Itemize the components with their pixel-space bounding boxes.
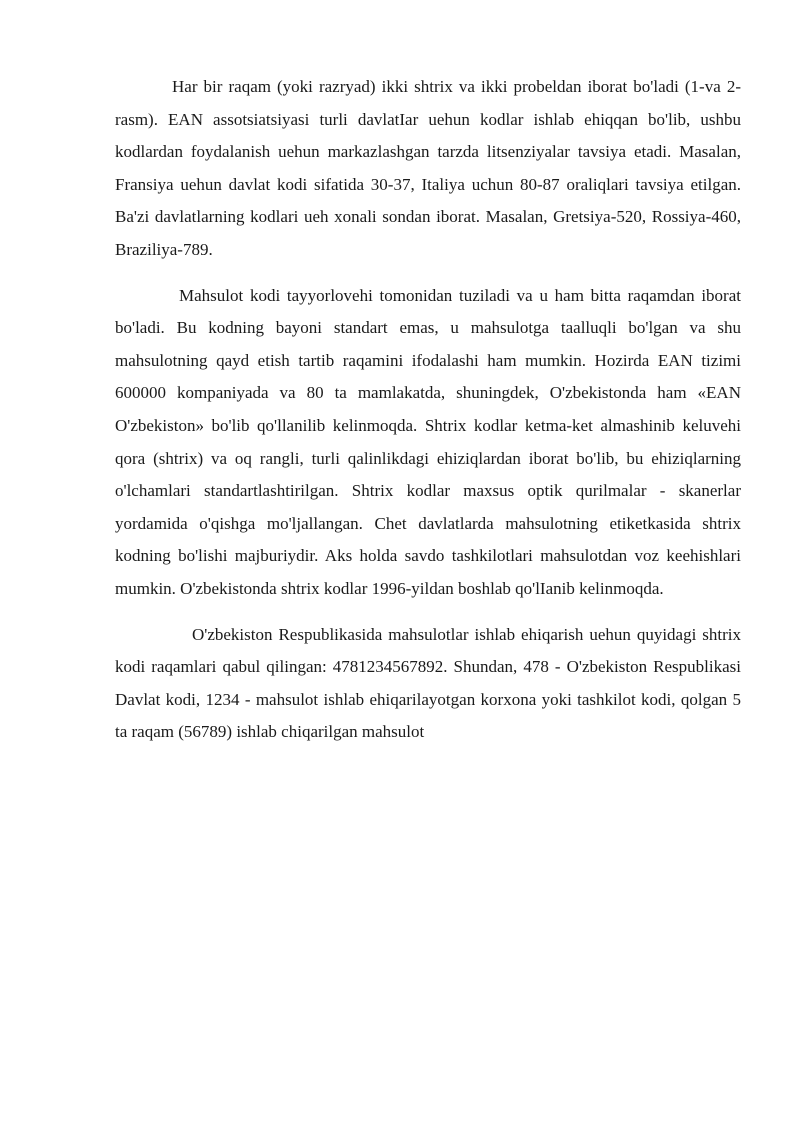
body-text (115, 71, 741, 749)
paragraph-uzbekistan-code: O'zbekiston Respublikasida mahsulotlar ishlab ehiqarish uehun quyidagi shtrix kodi raqamlari qabul qilingan: 4781234567892. Shundan, 478 - O'zbekiston Respublikasi Davlat kodi, 1234 - mahsulot ishlab ehiqarilayotgan korxona yoki tashkilot kodi, qolgan 5 ta raqam (56789) ishlab chiqarilgan mahsulot (115, 624, 741, 742)
paragraph-product-code: Mahsulot kodi tayyorlovehi tomonidan tuziladi va u ham bitta raqamdan iborat bo'ladi. Bu kodning bayoni standart emas, u mahsulotga taalluqli bo'lgan va shu mahsulotning qayd etish tartib raqamini ifodalashi ham mumkin. Hozirda EAN tizimi 600000 kompaniyada va 80 ta mamlakatda, shuningdek, O'zbekistonda ham «EAN O'zbekiston» bo'lib qo'llanilib kelinmoqda. Shtrix kodlar ketma-ket almashinib keluvehi qora (shtrix) va oq rangli, turli qalinlikdagi ehiziqlardan iborat bo'lib, bu ehiziqlarning o'lchamlari standartlashtirilgan. Shtrix kodlar maxsus optik qurilmalar - skanerlar yordamida o'qishga mo'ljallangan. Chet davlatlarda mahsulotning etiketkasida shtrix kodning bo'lishi majburiydir. Aks holda savdo tashkilotlari mahsulotdan voz keehishlari mumkin. O'zbekistonda shtrix kodlar 1996-yildan boshlab qo'lIanib kelinmoqda. (115, 285, 741, 598)
paragraph-ean-structure: Har bir raqam (yoki razryad) ikki shtrix va ikki probeldan iborat bo'ladi (1-va 2-rasm). EAN assotsiatsiyasi turli davlatIar uehun kodlar ishlab ehiqqan bo'lib, ushbu kodlardan foydalanish uehun markazlashgan tarzda litsenziyalar tavsiya etadi. Masalan, Fransiya uehun davlat kodi sifatida 30-37, Italiya uchun 80-87 oraliqlari tavsiya etilgan. Ba'zi davlatlarning kodlari ueh xonali sondan iborat. Masalan, Gretsiya-520, Rossiya-460, Braziliya-789. (115, 77, 741, 259)
